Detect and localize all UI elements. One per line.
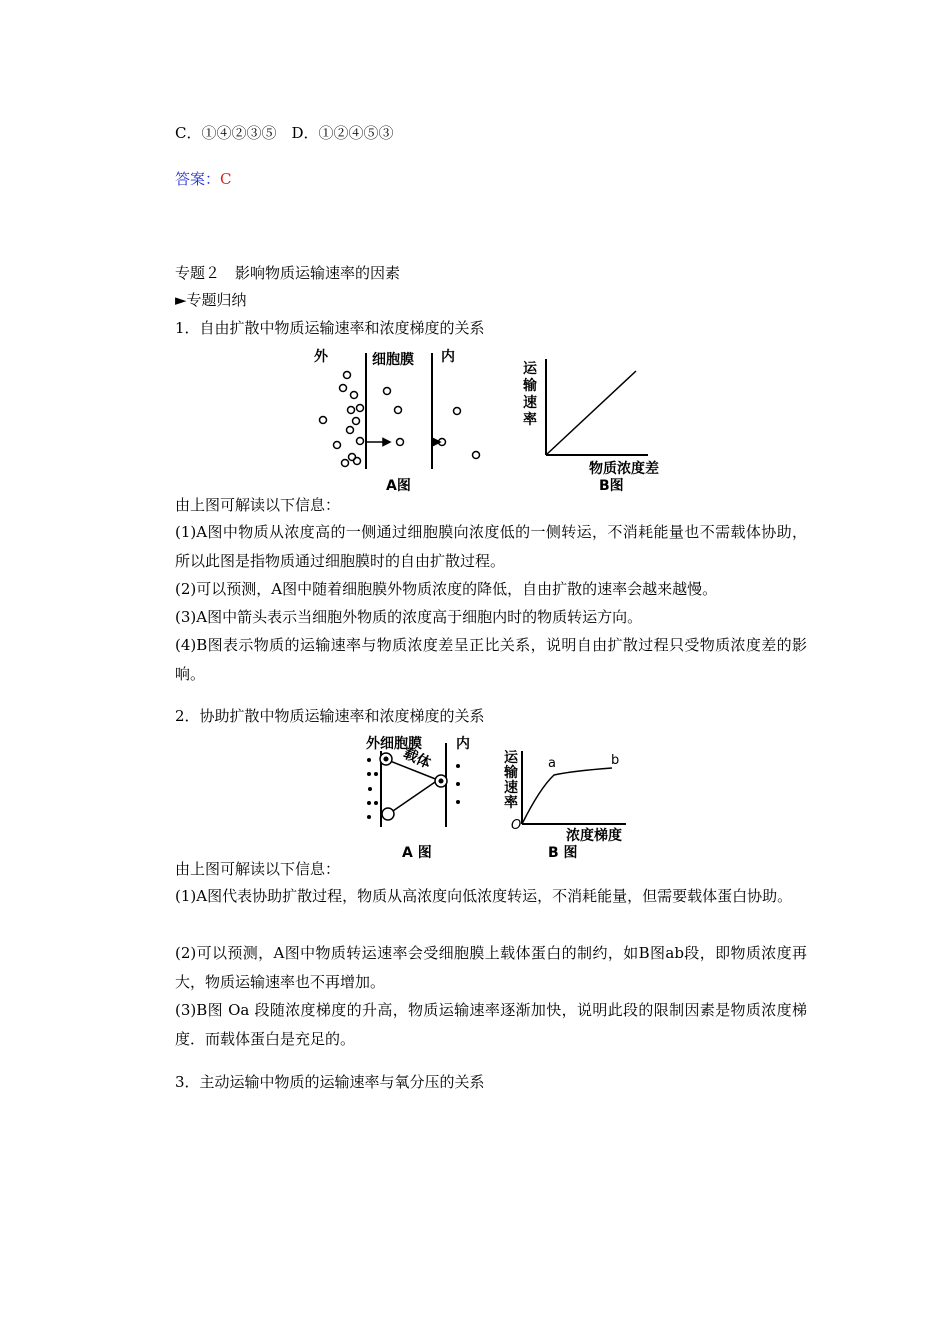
answer-label: 答案： xyxy=(175,170,221,188)
fig1-b-caption: B图 xyxy=(599,478,624,494)
section2-point-3: (3)B图 Oa 段随浓度梯度的升高，物质运输速率逐渐加快，说明此段的限制因素是物质浓度梯度．而载体蛋白是充足的。 xyxy=(175,1001,807,1048)
svg-text:运: 运 xyxy=(523,361,537,377)
section1-point-4: (4)B图表示物质的运输速率与物质浓度差呈正比关系，说明自由扩散过程只受物质浓度差的影响。 xyxy=(175,636,807,683)
section1-heading: 1．自由扩散中物质运输速率和浓度梯度的关系 xyxy=(175,319,485,337)
fig2-outside-label: 外 xyxy=(366,736,380,752)
section1-point-1: (1)A图中物质从浓度高的一侧通过细胞膜向浓度低的一侧转运，不消耗能量也不需载体协助，所以此图是指物质通过细胞膜时的自由扩散过程。 xyxy=(175,523,807,570)
fig2-y-label xyxy=(503,750,519,811)
section1-point-3: (3)A图中箭头表示当细胞外物质的浓度高于细胞内时的物质转运方向。 xyxy=(175,608,643,626)
fig1-membrane-label: 细胞膜 xyxy=(372,352,414,368)
svg-text:输: 输 xyxy=(523,378,537,394)
svg-text:运: 运 xyxy=(504,750,518,766)
fig2-origin-label: O xyxy=(511,818,522,833)
answer-value: C xyxy=(220,170,232,188)
svg-text:速: 速 xyxy=(523,395,537,411)
fig2-x-label: 浓度梯度 xyxy=(566,828,622,844)
figure-free-diffusion xyxy=(310,345,670,495)
fig2-rate-curve xyxy=(522,768,612,824)
section2-point-1: (1)A图代表协助扩散过程，物质从高浓度向低浓度转运，不消耗能量，但需要载体蛋白协助。 xyxy=(175,887,793,905)
options-line: C．①④②③⑤ D．①②④⑤③ xyxy=(175,124,394,142)
fig1-outside-label: 外 xyxy=(314,349,328,365)
svg-text:率: 率 xyxy=(504,795,518,811)
fig2-membrane-label: 细胞膜 xyxy=(380,736,422,752)
fig1-y-label xyxy=(522,361,538,428)
answer-line xyxy=(175,169,232,189)
section3-heading: 3．主动运输中物质的运输速率与氧分压的关系 xyxy=(175,1073,485,1091)
section2-intro: 由上图可解读以下信息： xyxy=(175,860,341,878)
fig1-a-caption: A图 xyxy=(386,478,411,494)
fig1-x-label: 物质浓度差 xyxy=(589,461,659,477)
svg-text:输: 输 xyxy=(504,765,518,781)
topic-summary: ►专题归纳 xyxy=(175,291,247,309)
svg-text:率: 率 xyxy=(523,412,537,428)
fig2-inside-label: 内 xyxy=(456,736,470,752)
fig1-rate-line xyxy=(546,371,636,455)
fig2-carrier-label: 载体 xyxy=(400,745,434,772)
section1-intro: 由上图可解读以下信息： xyxy=(175,496,341,514)
topic-title: 专题２ 影响物质运输速率的因素 xyxy=(175,264,401,282)
fig2-point-a: a xyxy=(548,756,556,771)
svg-text:速: 速 xyxy=(504,780,518,796)
section2-point-2: (2)可以预测，A图中物质转运速率会受细胞膜上载体蛋白的制约，如B图ab段，即物质浓度再大，物质运输速率也不再增加。 xyxy=(175,944,807,991)
molecules xyxy=(320,372,480,467)
section2-heading: 2．协助扩散中物质运输速率和浓度梯度的关系 xyxy=(175,707,485,725)
section1-point-2: (2)可以预测，A图中随着细胞膜外物质浓度的降低，自由扩散的速率会越来越慢。 xyxy=(175,580,718,598)
fig2-point-b: b xyxy=(611,753,620,768)
fig2-a-caption: A 图 xyxy=(402,845,432,861)
figure-facilitated-diffusion xyxy=(362,733,642,863)
fig1-inside-label: 内 xyxy=(441,349,455,365)
fig2-b-caption: B 图 xyxy=(548,845,578,861)
